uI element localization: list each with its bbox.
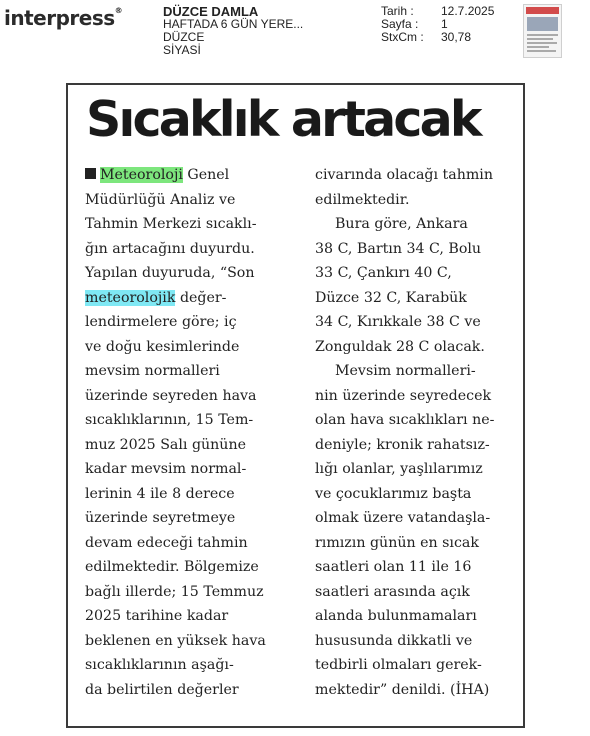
thumbnail-line [527, 46, 549, 48]
bullet-square-icon [85, 168, 96, 179]
date-label: Tarih : [381, 4, 414, 18]
article-column-2 [315, 163, 515, 702]
clipping-meta [381, 5, 494, 44]
text-line: 38 C, Bartın 34 C, Bolu [315, 240, 482, 257]
text-line: ğın artacağını duyurdu. [85, 240, 255, 257]
article-column-1 [85, 163, 297, 702]
text-line: üzerinde seyretmeye [85, 510, 236, 526]
page-value: 1 [441, 17, 448, 31]
text-line: Müdürlüğü Analiz ve [85, 191, 236, 208]
thumbnail-masthead [526, 7, 559, 14]
keyword-highlight: Meteoroloji [100, 167, 183, 183]
thumbnail-line [527, 42, 557, 44]
text-fragment: değer- [175, 289, 227, 306]
text-line: edilmektedir. Bölgemize [85, 559, 259, 575]
keyword-highlight: meteorolojik [85, 289, 176, 306]
date-value: 12.7.2025 [441, 4, 495, 18]
publication-name: DÜZCE DAMLA [163, 4, 259, 19]
clipping-info [163, 5, 303, 57]
publication-city: DÜZCE [163, 30, 205, 44]
text-line: Düzce 32 C, Karabük [315, 289, 467, 306]
paragraph-start-line: Mevsim normalleri- [335, 363, 476, 379]
thumbnail-photo [527, 17, 558, 31]
text-line: olmak üzere vatandaşla- [315, 510, 491, 526]
text-line: ve çocuklarımız başta [315, 485, 472, 502]
article-box [66, 83, 525, 728]
text-line: kadar mevsim normal- [85, 461, 247, 477]
text-line: 33 C, Çankırı 40 C, [315, 265, 452, 281]
text-line: üzerinde seyreden hava [85, 387, 257, 404]
text-line: saatleri arasında açık [315, 583, 470, 600]
text-line: alanda bulunmamaları [315, 608, 477, 624]
registered-mark: ® [114, 6, 123, 15]
logo-text: interpress [4, 6, 115, 30]
text-line: lendirmelere göre; iç [85, 314, 237, 330]
text-line: sıcaklıklarının, 15 Tem- [85, 412, 254, 428]
text-line: deniyle; kronik rahatsız- [315, 436, 490, 453]
text-line: 34 C, Kırıkkale 38 C ve [315, 314, 481, 330]
text-line: lığı olanlar, yaşlılarımız [315, 461, 483, 477]
text-line: beklenen en yüksek hava [85, 632, 266, 649]
text-line [85, 286, 297, 311]
thumbnail-line [527, 50, 556, 52]
text-line: saatleri olan 11 ile 16 [315, 559, 472, 575]
text-line: edilmektedir. [315, 191, 410, 208]
article-headline: Sıcaklık artacak [86, 91, 480, 148]
text-line: nin üzerinde seyredecek [315, 387, 492, 404]
text-line: Zonguldak 28 C olacak. [315, 338, 485, 355]
text-line: bağlı illerde; 15 Temmuz [85, 583, 264, 600]
text-line: hususunda dikkatli ve [315, 632, 473, 649]
text-line: tedbirli olmaları gerek- [315, 657, 482, 673]
text-line: sıcaklıklarının aşağı- [85, 657, 234, 673]
stxcm-label: StxCm : [381, 30, 424, 44]
text-line: olan hava sıcaklıkları ne- [315, 412, 495, 428]
text-line: mevsim normalleri [85, 363, 220, 379]
text-line: 2025 tarihine kadar [85, 608, 229, 624]
paragraph-start-line: Bura göre, Ankara [335, 216, 468, 232]
page-thumbnail[interactable] [523, 4, 562, 58]
publication-frequency: HAFTADA 6 GÜN YERE... [163, 17, 304, 31]
text-line: mektedir” denildi. (İHA) [315, 681, 490, 698]
text-line: devam edeceği tahmin [85, 534, 248, 551]
thumbnail-line [527, 34, 558, 36]
interpress-logo [4, 6, 122, 30]
thumbnail-line [527, 38, 553, 40]
text-line: ve doğu kesimlerinde [85, 338, 240, 355]
stxcm-row [381, 31, 494, 44]
text-line: Tahmin Merkezi sıcaklı- [85, 216, 257, 232]
text-fragment: Genel [182, 167, 230, 183]
text-line: muz 2025 Salı gününe [85, 436, 246, 453]
stxcm-value: 30,78 [441, 30, 472, 44]
text-line: rımızın günün en sıcak [315, 534, 479, 551]
page-label: Sayfa : [381, 17, 419, 31]
text-line [85, 163, 297, 188]
text-line: Yapılan duyuruda, “Son [85, 265, 255, 281]
text-line: civarında olacağı tahmin [315, 167, 493, 183]
publication-category: SİYASİ [163, 43, 201, 57]
text-line: da belirtilen değerler [85, 681, 239, 698]
text-line: lerinin 4 ile 8 derece [85, 485, 235, 502]
